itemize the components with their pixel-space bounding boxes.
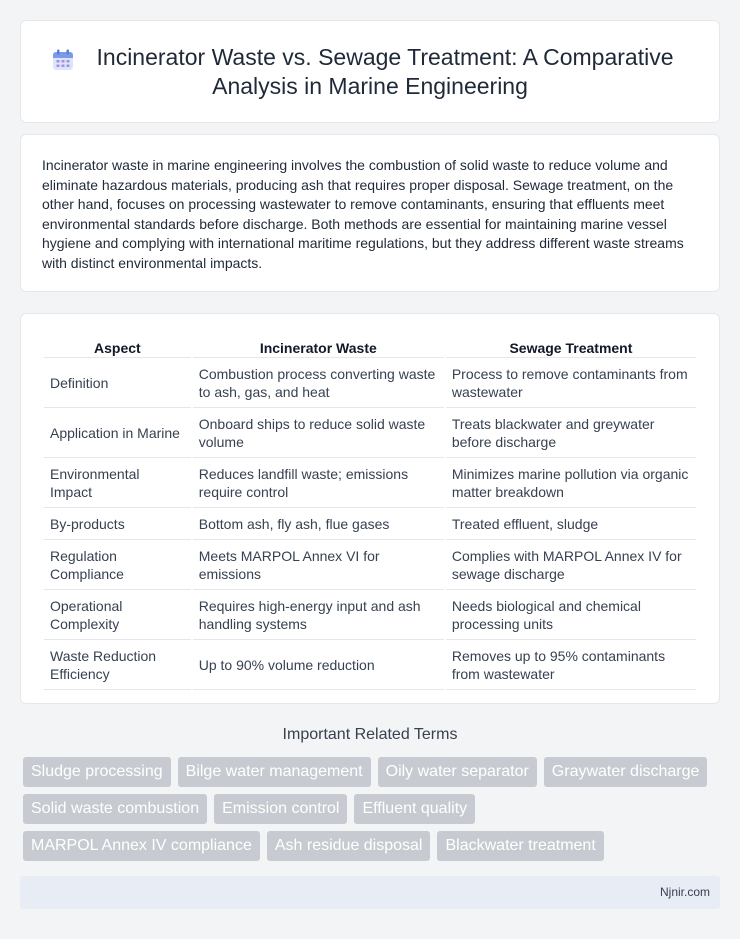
table-header-row xyxy=(44,334,696,358)
table-row xyxy=(44,508,696,540)
related-terms-title: Important Related Terms xyxy=(282,726,458,743)
cell-incinerator: Bottom ash, fly ash, flue gases xyxy=(193,508,444,540)
cell-sewage: Treats blackwater and greywater before discharge xyxy=(446,408,696,458)
tag-bilge-water-management[interactable]: Bilge water management xyxy=(178,757,371,787)
cell-aspect: Operational Complexity xyxy=(44,590,191,640)
tag-row xyxy=(23,757,723,787)
cell-aspect: Environmental Impact xyxy=(44,458,191,508)
cell-incinerator: Onboard ships to reduce solid waste volume xyxy=(193,408,444,458)
cell-incinerator: Meets MARPOL Annex VI for emissions xyxy=(193,540,444,590)
header-sewage: Sewage Treatment xyxy=(446,334,696,358)
comparison-table xyxy=(42,334,698,690)
tag-ash-residue-disposal[interactable]: Ash residue disposal xyxy=(267,831,431,861)
cell-incinerator: Reduces landfill waste; emissions require control xyxy=(193,458,444,508)
cell-incinerator: Combustion process converting waste to ash, gas, and heat xyxy=(193,358,444,408)
related-terms-tags xyxy=(23,757,723,868)
cell-sewage: Needs biological and chemical processing units xyxy=(446,590,696,640)
tag-emission-control[interactable]: Emission control xyxy=(214,794,347,824)
tag-row xyxy=(23,794,723,824)
cell-aspect: Application in Marine xyxy=(44,408,191,458)
tag-effluent-quality[interactable]: Effluent quality xyxy=(354,794,475,824)
tag-marpol-annex-iv-compliance[interactable]: MARPOL Annex IV compliance xyxy=(23,831,260,861)
tag-graywater-discharge[interactable]: Graywater discharge xyxy=(544,757,708,787)
table-row xyxy=(44,640,696,690)
cell-incinerator: Requires high-energy input and ash handling systems xyxy=(193,590,444,640)
title-line-2: Analysis in Marine Engineering xyxy=(212,73,528,99)
footer-site[interactable]: Njnir.com xyxy=(659,885,710,899)
cell-aspect: Regulation Compliance xyxy=(44,540,191,590)
comparison-table-card xyxy=(20,313,720,704)
cell-aspect: Waste Reduction Efficiency xyxy=(44,640,191,690)
cell-sewage: Process to remove contaminants from wastewater xyxy=(446,358,696,408)
table-row xyxy=(44,540,696,590)
cell-aspect: By-products xyxy=(44,508,191,540)
cell-sewage: Treated effluent, sludge xyxy=(446,508,696,540)
cell-aspect: Definition xyxy=(44,358,191,408)
page-title xyxy=(41,43,699,101)
summary-text: Incinerator waste in marine engineering involves the combustion of solid waste to reduce volume and eliminate hazardous materials, producing ash that requires proper disposal. Sewage treatment, on the other hand, focuses on processing wastewater to remove contaminants, ensuring that effluents meet environmental standards before discharge. Both methods are essential for maintaining marine vessel hygiene and complying with international maritime regulations, but they address different waste streams with distinct environmental impacts. xyxy=(42,157,684,271)
header-aspect: Aspect xyxy=(44,334,191,358)
table-row xyxy=(44,458,696,508)
table-row xyxy=(44,358,696,408)
tag-oily-water-separator[interactable]: Oily water separator xyxy=(378,757,537,787)
footer xyxy=(20,876,720,909)
tag-blackwater-treatment[interactable]: Blackwater treatment xyxy=(437,831,603,861)
table-row xyxy=(44,590,696,640)
summary-card xyxy=(20,134,720,292)
tag-sludge-processing[interactable]: Sludge processing xyxy=(23,757,171,787)
table-row xyxy=(44,408,696,458)
cell-sewage: Complies with MARPOL Annex IV for sewage discharge xyxy=(446,540,696,590)
header-incinerator: Incinerator Waste xyxy=(193,334,444,358)
title-line-1: Incinerator Waste vs. Sewage Treatment: A Comparative xyxy=(96,44,674,70)
header-card xyxy=(20,20,720,123)
tag-row xyxy=(23,831,723,861)
cell-sewage: Minimizes marine pollution via organic matter breakdown xyxy=(446,458,696,508)
cell-sewage: Removes up to 95% contaminants from wastewater xyxy=(446,640,696,690)
tag-solid-waste-combustion[interactable]: Solid waste combustion xyxy=(23,794,207,824)
cell-incinerator: Up to 90% volume reduction xyxy=(193,640,444,690)
